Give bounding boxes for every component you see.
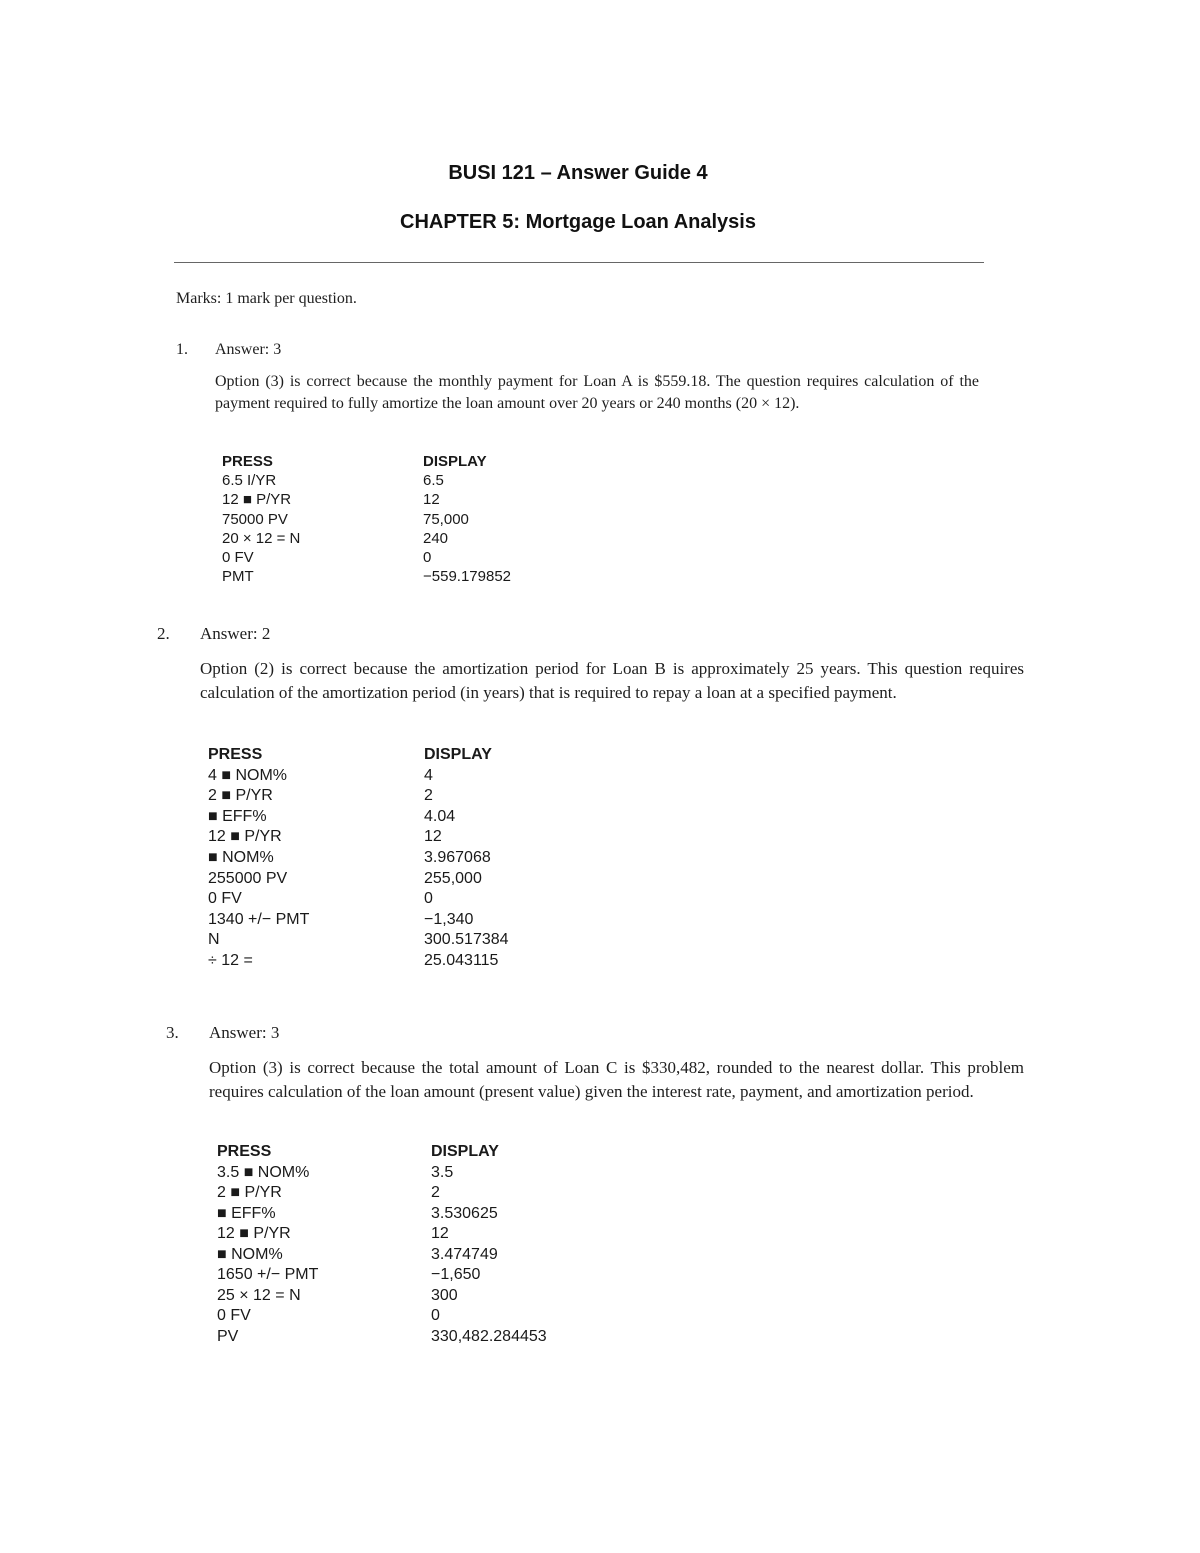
press-keystroke: 3.5 ■ NOM% (217, 1163, 310, 1181)
display-value: 12 (424, 828, 442, 846)
display-value: 255,000 (424, 869, 482, 887)
press-keystroke: 0 FV (222, 548, 254, 566)
press-column-header: PRESS (217, 1143, 272, 1160)
display-value: 240 (423, 529, 449, 547)
display-value: 12 (431, 1225, 449, 1242)
press-keystroke: PV (217, 1327, 239, 1345)
marks-note: Marks: 1 mark per question. (176, 290, 357, 307)
press-keystroke: ■ NOM% (217, 1245, 283, 1263)
display-value: 3.474749 (431, 1245, 498, 1263)
display-value: 4.04 (424, 807, 456, 825)
press-keystroke: 1650 +/− PMT (217, 1266, 319, 1283)
question-1-answer: Answer: 3 (215, 341, 282, 358)
display-value: 0 (431, 1307, 440, 1324)
display-value: 3.530625 (431, 1204, 498, 1222)
question-3-explanation: Option (3) is correct because the total amount of Loan C is $330,482, rounded to the nearest dollar. This problem requires calculation of the loan amount (present value) given the interest rate, payment, and amortization period. (209, 1058, 1024, 1101)
display-value: 3.967068 (424, 848, 491, 866)
display-column-header: DISPLAY (431, 1143, 499, 1160)
press-keystroke: 0 FV (208, 890, 242, 908)
press-keystroke: ■ EFF% (217, 1204, 276, 1222)
press-keystroke: ■ EFF% (208, 807, 267, 825)
display-value: −559.179852 (423, 568, 512, 586)
press-keystroke: 6.5 I/YR (222, 472, 277, 490)
press-column-header: PRESS (208, 746, 263, 763)
press-keystroke: ■ NOM% (208, 848, 274, 866)
chapter-heading: CHAPTER 5: Mortgage Loan Analysis (400, 211, 756, 233)
header-divider (174, 262, 984, 263)
press-column-header: PRESS (222, 453, 273, 470)
press-keystroke: 4 ■ NOM% (208, 766, 288, 784)
press-keystroke: 2 ■ P/YR (208, 787, 273, 805)
press-keystroke: 12 ■ P/YR (217, 1225, 291, 1242)
press-keystroke: 12 ■ P/YR (222, 491, 292, 509)
display-value: −1,340 (424, 910, 474, 928)
question-2-explanation: Option (2) is correct because the amortization period for Loan B is approximately 25 years. This question requires calculation of the amortization period (in years) that is required to repay a loan at a specified payment. (200, 659, 1024, 702)
display-value: 0 (423, 548, 432, 566)
press-keystroke: ÷ 12 = (208, 951, 253, 969)
press-keystroke: N (208, 931, 220, 949)
display-value: 4 (424, 766, 433, 784)
press-keystroke: 1340 +/− PMT (208, 910, 310, 928)
display-column-header: DISPLAY (424, 746, 492, 763)
press-keystroke: 0 FV (217, 1307, 251, 1324)
question-1-number: 1. (176, 341, 188, 358)
display-value: 330,482.284453 (431, 1327, 547, 1345)
press-keystroke: 20 × 12 = N (222, 529, 301, 547)
display-value: 2 (424, 787, 433, 805)
press-keystroke: 12 ■ P/YR (208, 828, 282, 846)
display-value: 12 (423, 491, 440, 509)
display-value: 0 (424, 890, 433, 908)
question-2-answer: Answer: 2 (200, 624, 271, 643)
display-value: 25.043115 (424, 951, 499, 969)
document-title: BUSI 121 – Answer Guide 4 (448, 162, 708, 184)
press-keystroke: PMT (222, 568, 254, 586)
display-value: 3.5 (431, 1163, 454, 1181)
display-value: 300 (431, 1286, 458, 1304)
display-value: 300.517384 (424, 931, 509, 949)
press-keystroke: 255000 PV (208, 869, 288, 887)
question-3-answer: Answer: 3 (209, 1023, 280, 1042)
display-value: 75,000 (423, 510, 469, 528)
press-keystroke: 25 × 12 = N (217, 1286, 301, 1304)
question-1-explanation: Option (3) is correct because the monthly payment for Loan A is $559.18. The question requires calculation of the payment required to fully amortize the loan amount over 20 years or 240 months (20 × 12). (215, 373, 979, 412)
question-3-number: 3. (166, 1023, 179, 1042)
display-column-header: DISPLAY (423, 453, 487, 470)
press-keystroke: 2 ■ P/YR (217, 1184, 282, 1201)
display-value: −1,650 (431, 1266, 481, 1283)
display-value: 6.5 (423, 472, 444, 490)
display-value: 2 (431, 1184, 440, 1201)
question-2-number: 2. (157, 624, 170, 643)
press-keystroke: 75000 PV (222, 510, 288, 528)
